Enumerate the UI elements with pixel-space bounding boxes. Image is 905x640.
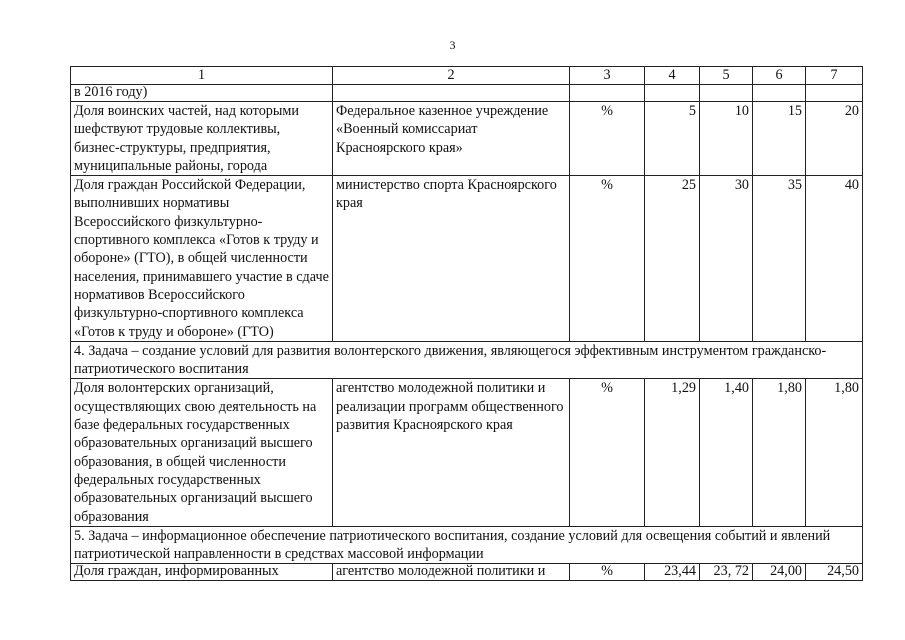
value-cell-6: 24,00 <box>753 564 806 581</box>
value-cell-5: 1,40 <box>700 379 753 526</box>
executor-cell: агентство молодежной политики и реализации программ общественного развития Красноярского края <box>333 379 570 526</box>
empty-cell <box>700 85 753 102</box>
empty-cell <box>645 85 700 102</box>
header-row <box>71 67 863 85</box>
unit-cell: % <box>570 176 645 342</box>
empty-cell <box>333 85 570 102</box>
indicator-cell: Доля волонтерских организаций, осуществляющих свою деятельность на базе федеральных государственных образовательных организаций высшего образования, в общей численности федеральных государственных образовательных организаций высшего образования <box>71 379 333 526</box>
value-cell-4: 1,29 <box>645 379 700 526</box>
task-row <box>71 341 863 379</box>
empty-cell <box>753 85 806 102</box>
value-cell-4: 5 <box>645 102 700 176</box>
header-cell-4: 4 <box>645 67 700 85</box>
table-row <box>71 176 863 342</box>
table-row <box>71 379 863 526</box>
value-cell-6: 1,80 <box>753 379 806 526</box>
task-row <box>71 526 863 564</box>
page-number: 3 <box>449 38 456 52</box>
value-cell-5: 23, 72 <box>700 564 753 581</box>
header-cell-6: 6 <box>753 67 806 85</box>
value-cell-4: 23,44 <box>645 564 700 581</box>
table-row-continuation <box>71 85 863 102</box>
indicator-cell: Доля воинских частей, над которыми шефствуют трудовые коллективы, бизнес-структуры, предприятия, муниципальные районы, города <box>71 102 333 176</box>
value-cell-5: 30 <box>700 176 753 342</box>
value-cell-7: 20 <box>806 102 863 176</box>
executor-cell: министерство спорта Красноярского края <box>333 176 570 342</box>
indicator-cell: в 2016 году) <box>71 85 333 102</box>
executor-cell: Федеральное казенное учреждение «Военный комиссариат Красноярского края» <box>333 102 570 176</box>
header-cell-7: 7 <box>806 67 863 85</box>
unit-cell: % <box>570 102 645 176</box>
unit-cell: % <box>570 379 645 526</box>
empty-cell <box>570 85 645 102</box>
task-5-heading: 5. Задача – информационное обеспечение патриотического воспитания, создание условий для освещения событий и явлений патриотической направленности в средствах массовой информации <box>71 526 863 564</box>
value-cell-6: 35 <box>753 176 806 342</box>
indicators-table <box>70 66 863 581</box>
task-4-heading: 4. Задача – создание условий для развития волонтерского движения, являющегося эффективным инструментом гражданско-патриотического воспитания <box>71 341 863 379</box>
unit-cell: % <box>570 564 645 581</box>
value-cell-7: 40 <box>806 176 863 342</box>
table-row <box>71 564 863 581</box>
header-cell-3: 3 <box>570 67 645 85</box>
header-cell-5: 5 <box>700 67 753 85</box>
header-cell-2: 2 <box>333 67 570 85</box>
empty-cell <box>806 85 863 102</box>
table-row <box>71 102 863 176</box>
indicator-cell: Доля граждан, информированных <box>71 564 333 581</box>
value-cell-7: 24,50 <box>806 564 863 581</box>
value-cell-5: 10 <box>700 102 753 176</box>
indicator-cell: Доля граждан Российской Федерации, выполнивших нормативы Всероссийского физкультурно-спортивного комплекса «Готов к труду и обороне» (ГТО), в общей численности населения, принимавшего участие в сдаче нормативов Всероссийского физкультурно-спортивного комплекса «Готов к труду и обороне» (ГТО) <box>71 176 333 342</box>
value-cell-6: 15 <box>753 102 806 176</box>
header-cell-1: 1 <box>71 67 333 85</box>
executor-cell: агентство молодежной политики и <box>333 564 570 581</box>
value-cell-4: 25 <box>645 176 700 342</box>
value-cell-7: 1,80 <box>806 379 863 526</box>
